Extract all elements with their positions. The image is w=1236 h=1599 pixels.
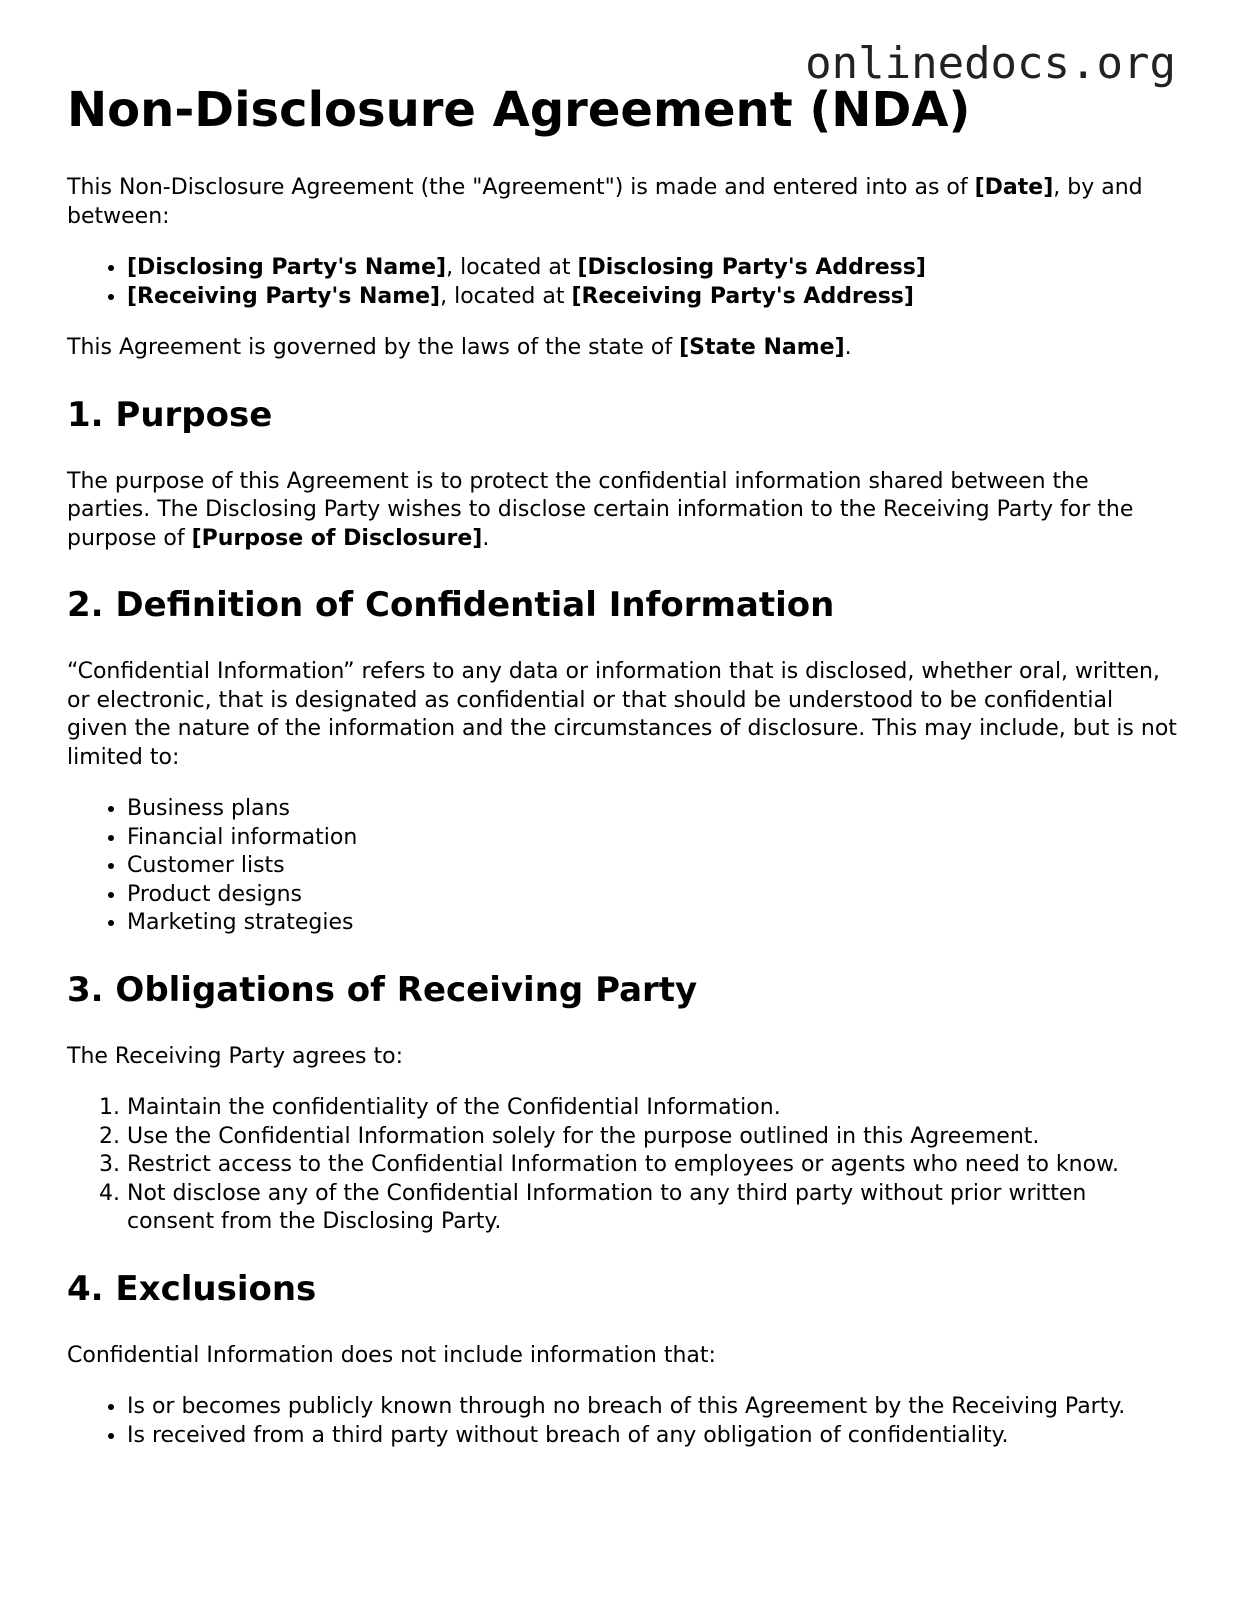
exclusions-paragraph: Confidential Information does not include information that: <box>67 1342 716 1368</box>
document-body <box>67 174 1177 1473</box>
list-item: • Business plans <box>127 795 1177 824</box>
list-item: • Is or becomes publicly known through no breach of this Agreement by the Receiving Party. <box>127 1393 1177 1422</box>
list-item: 4. Not disclose any of the Confidential Information to any third party without prior written consent from the Disclosing Party. <box>127 1180 1177 1237</box>
obligations-paragraph: The Receiving Party agrees to: <box>67 1043 403 1069</box>
section-heading-purpose: 1. Purpose <box>67 394 273 435</box>
list-item: 2. Use the Confidential Information solely for the purpose outlined in this Agreement. <box>127 1123 1177 1152</box>
list-item: • Is received from a third party without breach of any obligation of confidentiality. <box>127 1422 1177 1451</box>
exclusions-list <box>67 1393 1177 1450</box>
section-heading-exclusions: 4. Exclusions <box>67 1268 317 1309</box>
list-item: • Product designs <box>127 881 1177 910</box>
receiving-party-address: [Receiving Party's Address] <box>571 283 914 309</box>
purpose-placeholder: [Purpose of Disclosure] <box>191 525 483 551</box>
list-item: • [Disclosing Party's Name], located at [Disclosing Party's Address] <box>127 254 1177 283</box>
section-heading-obligations: 3. Obligations of Receiving Party <box>67 969 698 1010</box>
state-placeholder: [State Name] <box>679 335 845 360</box>
parties-list <box>67 254 1177 311</box>
intro-paragraph: This Non-Disclosure Agreement (the "Agreement") is made and entered into as of [Date], by and between: <box>67 175 1143 229</box>
governing-law-paragraph: This Agreement is governed by the laws of the state of [State Name]. <box>67 335 852 360</box>
list-item: • [Receiving Party's Name], located at [Receiving Party's Address] <box>127 283 1177 312</box>
list-item: • Marketing strategies <box>127 909 1177 938</box>
document-title: Non-Disclosure Agreement (NDA) <box>67 82 971 138</box>
section-heading-definition: 2. Definition of Confidential Information <box>67 585 835 625</box>
disclosing-party-name: [Disclosing Party's Name] <box>127 255 447 280</box>
list-item: 1. Maintain the confidentiality of the Confidential Information. <box>127 1094 1177 1123</box>
disclosing-party-address: [Disclosing Party's Address] <box>577 255 926 280</box>
definition-paragraph: “Confidential Information” refers to any data or information that is disclosed, whether oral, written, or electronic, that is designated as confidential or that should be understood to be confidential given the nature of the information and the circumstances of disclosure. This may include, but is not limited to: <box>67 659 1177 770</box>
list-item: • Financial information <box>127 824 1177 853</box>
confidential-info-list <box>67 795 1177 938</box>
list-item: 3. Restrict access to the Confidential Information to employees or agents who need to know. <box>127 1151 1177 1180</box>
list-item: • Customer lists <box>127 852 1177 881</box>
receiving-party-name: [Receiving Party's Name] <box>127 283 441 309</box>
date-placeholder: [Date] <box>974 175 1054 200</box>
purpose-paragraph: The purpose of this Agreement is to protect the confidential information shared between the parties. The Disclosing Party wishes to disclose certain information to the Receiving Party for the purpose of [Purpose of Disclosure]. <box>67 468 1134 551</box>
obligations-list <box>67 1094 1177 1237</box>
watermark: onlinedocs.org <box>805 38 1176 89</box>
